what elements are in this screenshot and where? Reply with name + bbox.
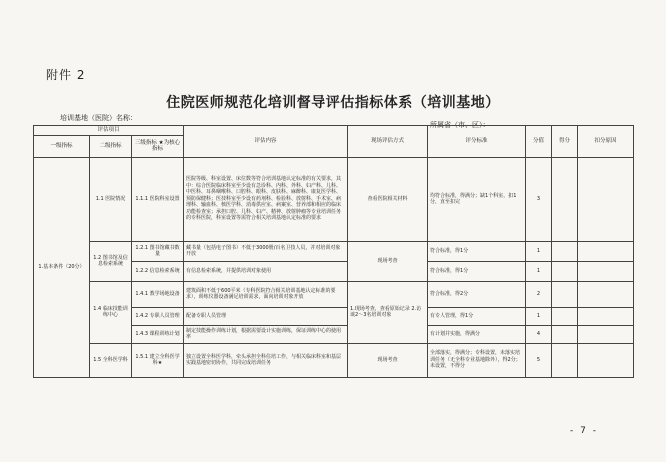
header-eval-items: 评估项目 — [34, 126, 184, 136]
score-cell: 2 — [526, 281, 552, 307]
table-row — [34, 281, 634, 307]
header-level1: 一级指标 — [34, 135, 90, 157]
got-cell — [552, 343, 578, 377]
level2-cell: 1.1 医院情况 — [90, 157, 132, 241]
deduct-cell — [578, 241, 634, 261]
got-cell — [552, 157, 578, 241]
document-title: 住院医师规范化培训督导评估指标体系（培训基地） — [166, 95, 500, 111]
got-cell — [552, 261, 578, 281]
deduct-cell — [578, 307, 634, 325]
content-cell: 藏书量（包括电子图书）不低于3000册/百名卫技人员，并对培训对象开放 — [184, 241, 348, 261]
header-method: 现场评估方式 — [348, 126, 428, 158]
level3-cell: 1.4.3 课程训练计划 — [132, 325, 184, 343]
deduct-cell — [578, 157, 634, 241]
criteria-cell: 均符合标准，得满分；缺1个科室，扣1分，直至扣完 — [428, 157, 526, 241]
level3-cell: 1.4.1 教学场地设备 — [132, 281, 184, 307]
level2-cell: 1.5 全科医学科 — [90, 343, 132, 377]
header-content: 评估内容 — [184, 126, 348, 158]
level3-cell: 1.4.2 专职人员管理 — [132, 307, 184, 325]
header-level3: 三级指标 ★为核心指标 — [132, 135, 184, 157]
header-row-1 — [34, 126, 634, 136]
score-cell: 5 — [526, 343, 552, 377]
score-cell: 1 — [526, 261, 552, 281]
deduct-cell — [578, 281, 634, 307]
table-row — [34, 343, 634, 377]
method-cell: 查看医院相关材料 — [348, 157, 428, 241]
got-cell — [552, 281, 578, 307]
level3-cell: 1.5.1 建立全科医学科★ — [132, 343, 184, 377]
level3-cell: 1.2.1 图书馆藏书数量 — [132, 241, 184, 261]
got-cell — [552, 307, 578, 325]
attachment-label: 附件 2 — [46, 68, 86, 82]
criteria-cell: 有专人管理，得1分 — [428, 307, 526, 325]
content-cell: 独立设置全科医学科，牵头承担全科住培工作，与相关临床科室和基层实践基地密切协作，共同完成培训任务 — [184, 343, 348, 377]
deduct-cell — [578, 261, 634, 281]
deduct-cell — [578, 343, 634, 377]
header-criteria: 评分标准 — [428, 126, 526, 158]
content-cell: 制定技能操作训练计划，根据需要设计实施训练，保证训练中心的使用率 — [184, 325, 348, 343]
got-cell — [552, 325, 578, 343]
criteria-cell: 符合标准，得1分 — [428, 261, 526, 281]
criteria-cell: 有计划并实施，得满分 — [428, 325, 526, 343]
level3-cell: 1.2.2 信息检索系统 — [132, 261, 184, 281]
got-cell — [552, 241, 578, 261]
content-cell: 配备专职人员管理 — [184, 307, 348, 325]
header-level2: 二级指标 — [90, 135, 132, 157]
content-cell: 有信息检索系统，并提供培训对象使用 — [184, 261, 348, 281]
evaluation-table — [33, 125, 634, 378]
level2-cell: 1.4 临床技能训练中心 — [90, 281, 132, 343]
page-number: - 7 - — [570, 426, 598, 436]
table-row — [34, 241, 634, 261]
score-cell: 1 — [526, 307, 552, 325]
criteria-cell: 全部落实，得满分；专科设置，未落实培训任务（无全科专业基地除外），得2分；未设置，不得分 — [428, 343, 526, 377]
table-row — [34, 157, 634, 241]
score-cell: 4 — [526, 325, 552, 343]
base-name-label: 培训基地（医院）名称： — [60, 114, 137, 122]
score-cell: 1 — [526, 241, 552, 261]
score-cell: 3 — [526, 157, 552, 241]
method-cell: 现场考查 — [348, 241, 428, 281]
content-cell: 医院等级、科室设置、床位数等符合培训基地认定标准的有关要求，其中：综合医院临床科室至少设有急诊科、内科、外科、妇产科、儿科、中医科、耳鼻咽喉科、口腔科、眼科、皮肤科、麻醉科、康复医学科、预防保健科；医技科室至少设有药剂科、检验科、放射科、手术室、病理科、输血科、核医学科、消毒供应室、病案室、营养部和相应的临床功能检查室；承担口腔、儿科、妇产、精神、放射肿瘤等专业培训任务的专科医院，科室设置等需符合相关培训基地认定标准的要求 — [184, 157, 348, 241]
method-cell: 现场考查 — [348, 343, 428, 377]
criteria-cell: 符合标准，得1分 — [428, 241, 526, 261]
level1-basic: 1.基本条件（20分） — [34, 157, 90, 377]
header-got: 得分 — [552, 126, 578, 158]
header-deduct: 扣分原因 — [578, 126, 634, 158]
level2-cell: 1.2 图书馆及信息检索系统 — [90, 241, 132, 281]
level3-cell: 1.1.1 医院科室设置 — [132, 157, 184, 241]
deduct-cell — [578, 325, 634, 343]
region-label: 所属省（市、区）： — [430, 121, 490, 129]
method-cell: 1.现场考查，查看原始记录 2.访谈2～3名培训对象 — [348, 281, 428, 343]
header-score: 分值 — [526, 126, 552, 158]
criteria-cell: 符合标准，得2分 — [428, 281, 526, 307]
content-cell: 建筑面积不低于600平米（专科医院符合相关培训基地认定标准的要求），训练仪器设备满足培训需求，面向培训对象开放 — [184, 281, 348, 307]
